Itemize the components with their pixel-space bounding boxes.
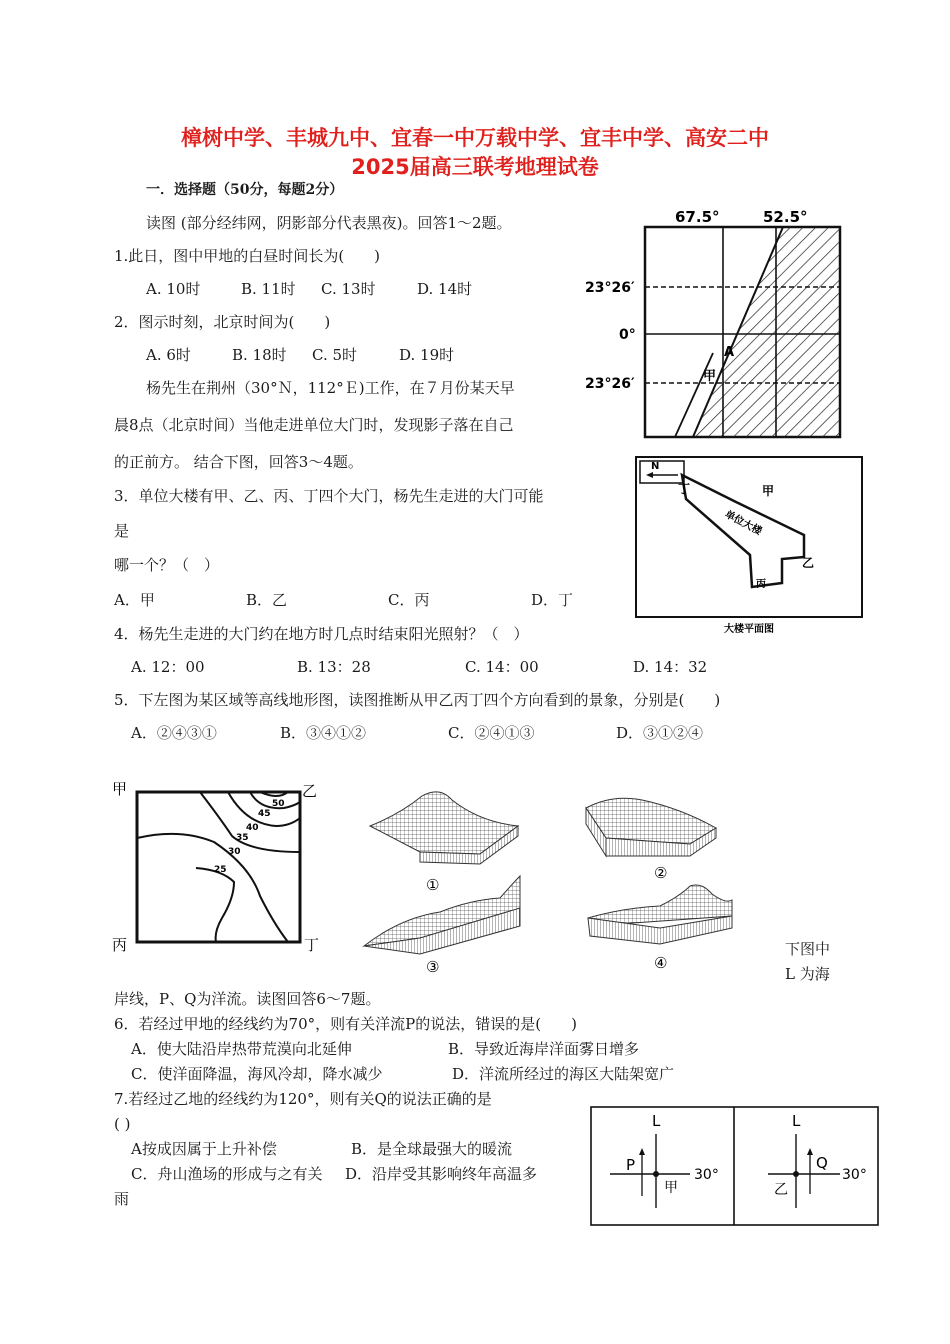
q7-option-d: D．沿岸受其影响终年高温多 <box>345 1165 538 1183</box>
q5-stem: 5．下左图为某区域等高线地形图，读图推断从甲乙丙丁四个方向看到的景象，分别是( ) <box>114 691 721 709</box>
building-label: 单位大楼 <box>722 509 764 538</box>
compass-label: N <box>651 461 660 472</box>
building-outline <box>682 475 804 587</box>
q5-option-c: C．②④①③ <box>448 724 535 742</box>
q7-option-c: C．舟山渔场的形成与之有关 <box>131 1165 323 1183</box>
label-lon-right: 52.5° <box>763 208 808 226</box>
q6-option-a: A．使大陆沿岸热带荒漠向北延伸 <box>131 1040 352 1058</box>
figure-building-plan <box>634 455 866 637</box>
intro-6-7-part3: 岸线，P、Q为洋流。读图回答6～7题。 <box>114 990 381 1008</box>
title-line-1: 樟树中学、丰城九中、宜春一中万载中学、宜丰中学、高安二中 <box>181 126 769 150</box>
view-label-2: ② <box>654 864 668 882</box>
contour-label-25: 25 <box>214 865 227 875</box>
contour-25 <box>196 868 234 942</box>
q4-stem: 4．杨先生走进的大门约在地方时几点时结束阳光照射？（ ） <box>114 625 529 643</box>
q3-option-b: B．乙 <box>246 591 288 609</box>
gate-bing: 丙 <box>756 579 766 590</box>
current-label-q: Q <box>816 1154 828 1172</box>
night-shade <box>693 227 840 437</box>
figure-contour-map <box>110 778 325 956</box>
intro-6-7-part1: 下图中 <box>785 940 831 958</box>
contour-label-40: 40 <box>246 823 259 833</box>
q6-option-d: D．洋流所经过的海区大陆架宽广 <box>452 1065 675 1083</box>
q2-option-a: A. 6时 <box>146 346 191 364</box>
coast-label-left: L <box>652 1112 661 1130</box>
building-plan-frame <box>636 457 862 617</box>
corner-yi: 乙 <box>302 782 318 800</box>
current-p-arrow-head <box>639 1148 645 1155</box>
figure-day-night <box>583 205 858 441</box>
q7-stem-line2: ( ) <box>114 1115 131 1133</box>
figure-terrain-views <box>360 778 780 976</box>
q6-option-c: C．使洋面降温，海风冷却，降水减少 <box>131 1065 383 1083</box>
intro-3-4-line1: 杨先生在荆州（30°Ｎ，112°Ｅ)工作，在７月份某天早 <box>146 379 515 397</box>
label-lat-top: 23°26′ <box>585 280 635 296</box>
view-label-1: ① <box>426 876 440 894</box>
intro-3-4-line3: 的正前方。 结合下图，回答3～4题。 <box>114 453 363 471</box>
q2-stem: 2．图示时刻，北京时间为( ) <box>114 313 331 331</box>
q4-option-b: B. 13：28 <box>297 658 371 676</box>
label-lat-mid: 0° <box>619 327 636 343</box>
q6-option-b: B．导致近海岸洋面雾日增多 <box>448 1040 640 1058</box>
lat-label-left: 30° <box>694 1167 719 1183</box>
q7-stem-line1: 7.若经过乙地的经线约为120°，则有关Q的说法正确的是 <box>114 1090 492 1108</box>
q3-option-d: D．丁 <box>531 591 574 609</box>
corner-ding: 丁 <box>304 936 320 954</box>
q2-option-c: C. 5时 <box>312 346 358 364</box>
q4-option-c: C. 14：00 <box>465 658 539 676</box>
q3-stem-line2: 是 <box>114 522 130 540</box>
intro-1-2: 读图 (部分经纬网，阴影部分代表黑夜)。回答1～2题。 <box>146 214 512 232</box>
point-jia-marker <box>653 1171 659 1177</box>
q3-option-c: C．丙 <box>388 591 430 609</box>
q1-option-d: D. 14时 <box>417 280 473 298</box>
current-q-arrow-head <box>807 1148 813 1155</box>
compass-arrow-head <box>646 472 653 478</box>
view-label-4: ④ <box>654 954 668 972</box>
point-yi-marker <box>793 1171 799 1177</box>
q3-stem-line3: 哪一个？（ ） <box>114 556 220 574</box>
gate-jia: 甲 <box>762 484 775 498</box>
point-label-yi: 乙 <box>774 1182 788 1198</box>
q1-option-b: B. 11时 <box>241 280 296 298</box>
intro-3-4-line2: 晨8点（北京时间）当他走进单位大门时，发现影子落在自己 <box>114 416 514 434</box>
q6-stem: 6．若经过甲地的经线约为70°，则有关洋流P的说法，错误的是( ) <box>114 1015 577 1033</box>
label-lat-bottom: 23°26′ <box>585 376 635 392</box>
q5-option-a: A．②④③① <box>131 724 217 742</box>
coast-label-right: L <box>792 1112 801 1130</box>
q5-option-d: D．③①②④ <box>616 724 704 742</box>
section-heading: 一．选择题（50分，每题2分） <box>146 182 344 198</box>
lat-label-right: 30° <box>842 1167 867 1183</box>
label-lon-left: 67.5° <box>675 208 720 226</box>
contour-label-35: 35 <box>236 833 249 843</box>
label-point-a: A <box>724 345 735 360</box>
compass-box <box>640 461 684 483</box>
label-point-jia: 甲 <box>703 369 717 384</box>
intro-6-7-part2: L 为海 <box>785 965 830 983</box>
contour-label-50: 50 <box>272 799 285 809</box>
gate-ding: 丁 <box>678 482 691 496</box>
figure-ocean-currents <box>588 1104 882 1228</box>
current-label-p: P <box>626 1156 636 1174</box>
point-label-jia: 甲 <box>664 1180 678 1196</box>
view-label-3: ③ <box>426 958 440 976</box>
q4-option-a: A. 12：00 <box>131 658 205 676</box>
title-line-2: 2025届高三联考地理试卷 <box>351 155 599 179</box>
q1-stem: 1.此日，图中甲地的白昼时间长为( ) <box>114 247 381 265</box>
contour-label-45: 45 <box>258 809 271 819</box>
q7-option-b: B．是全球最强大的暖流 <box>351 1140 513 1158</box>
contour-label-30: 30 <box>228 847 241 857</box>
q1-option-c: C. 13时 <box>321 280 376 298</box>
q7-option-d-cont: 雨 <box>114 1190 130 1208</box>
corner-jia: 甲 <box>112 780 128 798</box>
q3-stem-line1: 3．单位大楼有甲、乙、丙、丁四个大门，杨先生走进的大门可能 <box>114 487 544 505</box>
gate-yi: 乙 <box>802 556 815 570</box>
building-caption: 大楼平面图 <box>724 624 774 635</box>
q2-option-d: D. 19时 <box>399 346 455 364</box>
q2-option-b: B. 18时 <box>232 346 287 364</box>
q1-option-a: A. 10时 <box>146 280 201 298</box>
q5-option-b: B．③④①② <box>280 724 367 742</box>
corner-bing: 丙 <box>112 936 128 954</box>
q7-option-a: A按成因属于上升补偿 <box>131 1140 277 1158</box>
q4-option-d: D. 14：32 <box>633 658 708 676</box>
q3-option-a: A．甲 <box>114 591 155 609</box>
